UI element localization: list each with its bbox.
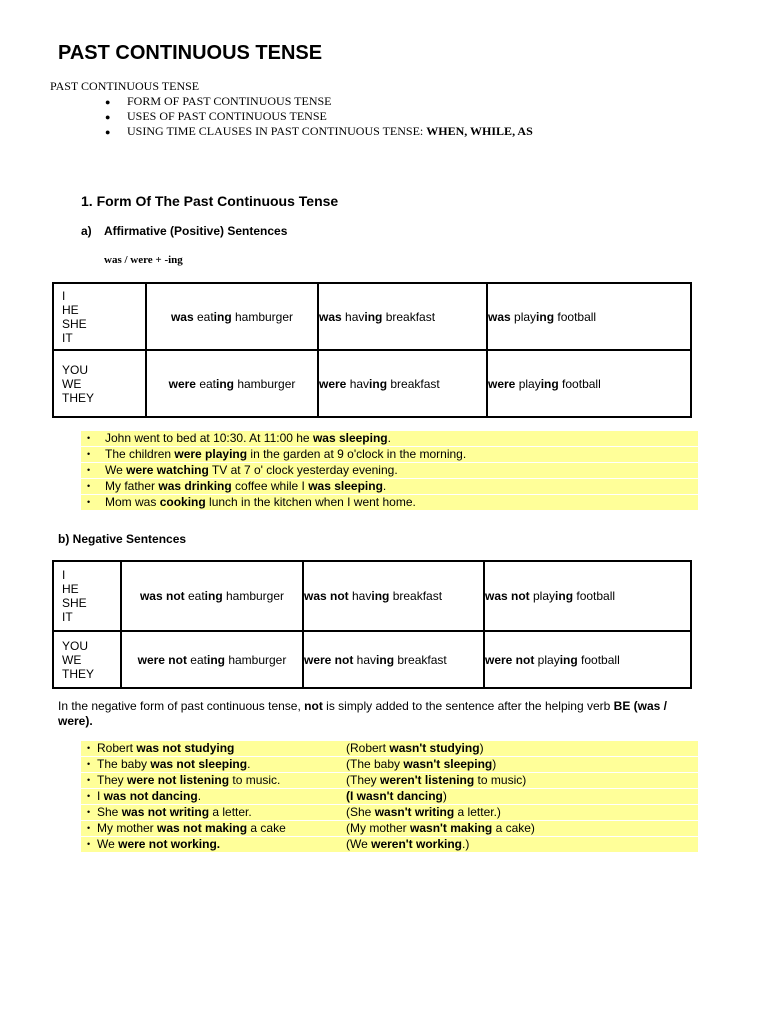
table-cell: were not eating hamburger [121,631,303,688]
subheading-affirmative: a) Affirmative (Positive) Sentences [81,224,288,238]
outline-list [50,94,533,139]
pronoun-cell [53,283,146,350]
negative-table [52,560,692,689]
subheading-negative: b) Negative Sentences [58,532,187,546]
outline-heading: PAST CONTINUOUS TENSE [50,79,200,93]
list-item: • My father was drinking coffee while I was sleeping. [81,479,698,495]
list-item: • The children were playing in the garden at 9 o'clock in the morning. [81,447,698,463]
table-row [53,561,691,631]
table-cell: was not eating hamburger [121,561,303,631]
affirmative-table [52,282,692,418]
list-item: • The baby was not sleeping. (The baby wasn't sleeping) [81,757,698,773]
table-cell: were playing football [487,350,691,417]
outline-item: ● USING TIME CLAUSES IN PAST CONTINUOUS TENSE: WHEN, WHILE, AS [127,124,533,139]
outline-item: ● FORM OF PAST CONTINUOUS TENSE [127,94,533,109]
pronoun-cell [53,631,121,688]
list-item: • She was not writing a letter. (She wasn't writing a letter.) [81,805,698,821]
pronoun: SHE [62,316,87,331]
outline [50,79,533,139]
pronoun: I [62,288,66,303]
pronoun: WE [62,652,82,667]
negative-examples [81,741,698,853]
pronoun-cell [53,350,146,417]
outline-item: ● USES OF PAST CONTINUOUS TENSE [127,109,533,124]
list-item: • I was not dancing. (I wasn't dancing) [81,789,698,805]
pronoun: HE [62,582,79,596]
page-title: PAST CONTINUOUS TENSE [58,42,323,64]
affirmative-examples [81,431,698,511]
pronoun: HE [62,302,79,317]
pronoun: YOU [62,638,89,653]
list-item: • We were not working. (We weren't working.) [81,837,698,853]
table-cell: were having breakfast [318,350,487,417]
table-cell: was not having breakfast [303,561,484,631]
table-row [53,283,691,350]
section-heading-form: 1. Form Of The Past Continuous Tense [81,193,339,209]
pronoun: WE [62,376,82,391]
table-cell: were not having breakfast [303,631,484,688]
list-item: • They were not listening to music. (They weren't listening to music) [81,773,698,789]
pronoun: IT [62,610,73,624]
table-cell: was not playing football [484,561,691,631]
pronoun: SHE [62,596,87,610]
table-cell: were not playing football [484,631,691,688]
table-cell: was having breakfast [318,283,487,350]
negative-note: In the negative form of past continuous tense, not is simply added to the sentence after the helping verb BE (was / were). [58,699,668,728]
table-cell: was eating hamburger [146,283,318,350]
formula: was / were + -ing [104,254,183,266]
list-item: • My mother was not making a cake (My mother wasn't making a cake) [81,821,698,837]
list-item: • Mom was cooking lunch in the kitchen when I went home. [81,495,698,511]
table-row [53,631,691,688]
table-cell: were eating hamburger [146,350,318,417]
list-item: • John went to bed at 10:30. At 11:00 he was sleeping. [81,431,698,447]
pronoun: THEY [62,666,95,681]
pronoun: I [62,568,66,582]
pronoun: THEY [62,390,95,405]
table-row [53,350,691,417]
pronoun: IT [62,330,73,345]
table-cell: was playing football [487,283,691,350]
list-item: • Robert was not studying (Robert wasn't studying) [81,741,698,757]
list-item: • We were watching TV at 7 o' clock yesterday evening. [81,463,698,479]
pronoun: YOU [62,362,89,377]
pronoun-cell [53,561,121,631]
